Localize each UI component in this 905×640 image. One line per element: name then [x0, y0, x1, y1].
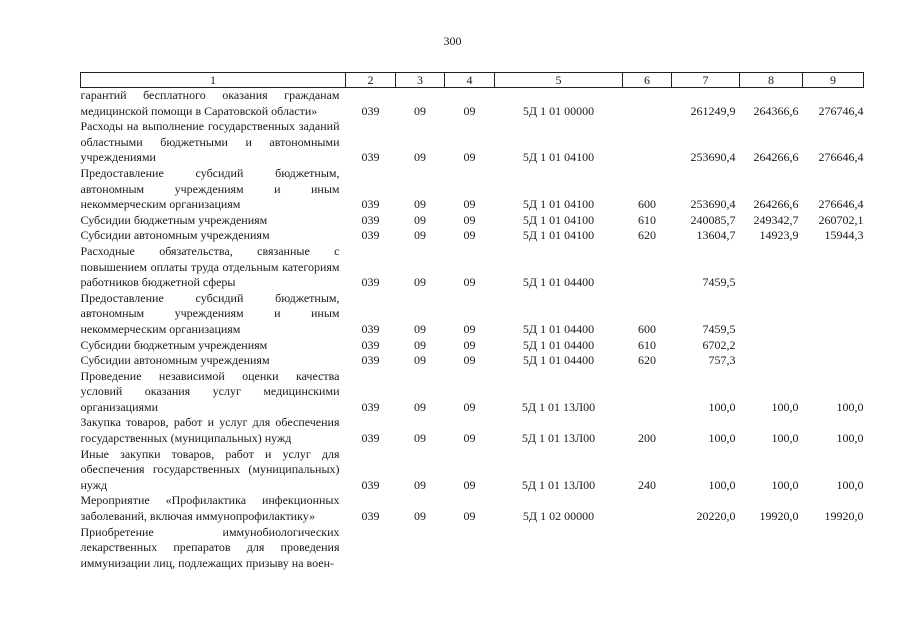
target-article-code: 5Д 1 01 04400	[522, 353, 595, 368]
section-code: 09	[414, 212, 426, 227]
table-row	[81, 353, 864, 369]
row-name: Мероприятие «Профилактика инфекционных заболеваний, включая иммунопрофилактику»	[80, 493, 340, 524]
target-article-code: 5Д 1 01 04400	[522, 321, 595, 336]
amount-year-3: 19920,0	[824, 509, 864, 524]
amount-year-3: 100,0	[836, 477, 864, 492]
subsection-code: 09	[463, 212, 476, 227]
amount-year-1: 253690,4	[690, 197, 736, 212]
table-row	[81, 493, 864, 524]
table-row	[81, 244, 864, 291]
amount-year-3	[803, 353, 864, 369]
section-code: 09	[414, 337, 426, 352]
table-row	[81, 338, 864, 354]
section-code: 09	[414, 228, 426, 243]
amount-year-1	[672, 525, 740, 572]
amount-year-1: 253690,4	[690, 150, 736, 165]
subsection-code: 09	[463, 275, 476, 290]
table-row	[81, 228, 864, 244]
amount-year-2: 100,0	[771, 477, 799, 492]
ministry-code: 039	[361, 212, 380, 227]
amount-year-3	[803, 525, 864, 572]
amount-year-3	[803, 244, 864, 291]
section-code: 09	[414, 275, 426, 290]
ministry-code: 039	[361, 150, 380, 165]
ministry-code: 039	[361, 399, 380, 414]
amount-year-1: 20220,0	[696, 509, 736, 524]
amount-year-1: 7459,5	[702, 321, 736, 336]
column-header: 2	[346, 73, 396, 88]
amount-year-1: 100,0	[708, 399, 736, 414]
row-name: Проведение независимой оценки качества условий оказания услуг медицинскими организациями	[80, 368, 340, 414]
column-header: 7	[672, 73, 740, 88]
target-article-code: 5Д 1 01 04100	[522, 150, 595, 165]
subsection-code	[445, 525, 495, 572]
table-row	[81, 291, 864, 338]
amount-year-2	[740, 525, 803, 572]
amount-year-2	[740, 338, 803, 354]
amount-year-2: 100,0	[771, 431, 799, 446]
table-row	[81, 88, 864, 120]
amount-year-2: 100,0	[771, 399, 799, 414]
ministry-code: 039	[361, 321, 380, 336]
amount-year-1: 100,0	[708, 477, 736, 492]
table-row	[81, 415, 864, 446]
amount-year-3: 276646,4	[818, 150, 864, 165]
amount-year-3: 100,0	[836, 431, 864, 446]
amount-year-2: 264366,6	[753, 103, 799, 118]
target-article-code: 5Д 1 01 00000	[522, 103, 595, 118]
expense-type-code	[623, 369, 672, 416]
amount-year-1: 757,3	[708, 353, 736, 368]
section-code: 09	[414, 321, 426, 336]
amount-year-1: 100,0	[708, 431, 736, 446]
subsection-code: 09	[463, 321, 476, 336]
amount-year-3: 276746,4	[818, 103, 864, 118]
target-article-code: 5Д 1 01 04100	[522, 228, 595, 243]
section-code: 09	[414, 103, 426, 118]
subsection-code: 09	[463, 337, 476, 352]
subsection-code: 09	[463, 353, 476, 368]
target-article-code: 5Д 1 01 04400	[522, 275, 595, 290]
subsection-code: 09	[463, 228, 476, 243]
subsection-code: 09	[463, 150, 476, 165]
target-article-code: 5Д 1 01 13Л00	[521, 477, 596, 492]
subsection-code: 09	[463, 431, 476, 446]
amount-year-1: 6702,2	[702, 337, 736, 352]
column-header: 4	[445, 73, 495, 88]
table-row	[81, 525, 864, 572]
expense-type-code: 240	[638, 477, 656, 492]
amount-year-1: 261249,9	[690, 103, 736, 118]
section-code: 09	[414, 353, 426, 368]
amount-year-2: 249342,7	[753, 212, 799, 227]
amount-year-3	[803, 291, 864, 338]
table-row	[81, 166, 864, 213]
table-row	[81, 447, 864, 494]
table-row	[81, 119, 864, 166]
table-header-row	[81, 73, 864, 88]
table-row	[81, 369, 864, 416]
ministry-code: 039	[361, 228, 380, 243]
row-name: Субсидии бюджетным учреждениям	[80, 212, 268, 227]
section-code: 09	[414, 431, 426, 446]
section-code: 09	[414, 477, 426, 492]
row-name: Иные закупки товаров, работ и услуг для обеспечения государственных (муниципальных) нужд	[80, 446, 340, 492]
row-name: Субсидии автономным учреждениям	[80, 353, 270, 368]
target-article-code: 5Д 1 01 04100	[522, 197, 595, 212]
subsection-code: 09	[463, 399, 476, 414]
amount-year-3: 100,0	[836, 399, 864, 414]
row-name: Предоставление субсидий бюджетным, автономным учреждениям и иным некоммерческим организациям	[80, 165, 340, 212]
expense-type-code	[623, 493, 672, 524]
subsection-code: 09	[463, 197, 476, 212]
budget-table	[80, 72, 864, 571]
column-header: 3	[396, 73, 445, 88]
expense-type-code: 610	[638, 212, 656, 227]
target-article-code: 5Д 1 01 13Л00	[521, 431, 596, 446]
amount-year-2	[740, 244, 803, 291]
ministry-code: 039	[361, 477, 380, 492]
row-name: Расходы на выполнение государственных заданий областными бюджетными и автономными учреждениями	[80, 119, 340, 165]
amount-year-3: 276646,4	[818, 197, 864, 212]
row-name: Расходные обязательства, связанные с повышением оплаты труда отдельным категориям работников бюджетной сферы	[80, 243, 340, 290]
target-article-code: 5Д 1 01 13Л00	[521, 399, 596, 414]
ministry-code: 039	[361, 275, 380, 290]
expense-type-code: 620	[638, 353, 656, 368]
page-number: 300	[443, 34, 462, 48]
row-name: Субсидии автономным учреждениям	[80, 228, 270, 243]
row-name: Приобретение иммунобиологических лекарственных препаратов для проведения иммунизации лиц, подлежащих призыву на воен-	[80, 524, 340, 570]
target-article-code: 5Д 1 01 04400	[522, 337, 595, 352]
ministry-code: 039	[361, 509, 380, 524]
subsection-code: 09	[463, 103, 476, 118]
expense-type-code	[623, 525, 672, 572]
ministry-code	[346, 525, 396, 572]
amount-year-3	[803, 338, 864, 354]
row-name: Закупка товаров, работ и услуг для обеспечения государственных (муниципальных) нужд	[80, 415, 340, 446]
amount-year-2: 264266,6	[753, 197, 799, 212]
section-code: 09	[414, 150, 426, 165]
section-code: 09	[414, 509, 426, 524]
column-header: 8	[740, 73, 803, 88]
section-code: 09	[414, 197, 426, 212]
amount-year-1: 7459,5	[702, 275, 736, 290]
row-name: Субсидии бюджетным учреждениям	[80, 337, 268, 352]
expense-type-code: 620	[638, 228, 656, 243]
section-code: 09	[414, 399, 426, 414]
expense-type-code: 600	[638, 197, 656, 212]
ministry-code: 039	[361, 431, 380, 446]
column-header: 9	[803, 73, 864, 88]
ministry-code: 039	[361, 337, 380, 352]
row-name: Предоставление субсидий бюджетным, автономным учреждениям и иным некоммерческим организациям	[80, 290, 340, 336]
target-article-code	[495, 525, 623, 572]
section-code	[396, 525, 445, 572]
amount-year-2: 264266,6	[753, 150, 799, 165]
column-header: 5	[495, 73, 623, 88]
ministry-code: 039	[361, 353, 380, 368]
amount-year-3: 260702,1	[818, 212, 864, 227]
subsection-code: 09	[463, 477, 476, 492]
target-article-code: 5Д 1 01 04100	[522, 212, 595, 227]
expense-type-code: 200	[638, 431, 656, 446]
expense-type-code: 610	[638, 337, 656, 352]
expense-type-code	[623, 88, 672, 120]
amount-year-2	[740, 291, 803, 338]
row-name: гарантий бесплатного оказания гражданам медицинской помощи в Саратовской области»	[80, 88, 340, 118]
amount-year-1: 240085,7	[690, 212, 736, 227]
target-article-code: 5Д 1 02 00000	[522, 509, 595, 524]
amount-year-2: 19920,0	[759, 509, 799, 524]
expense-type-code: 600	[638, 321, 656, 336]
ministry-code: 039	[361, 197, 380, 212]
column-header: 1	[81, 73, 346, 88]
expense-type-code	[623, 119, 672, 166]
expense-type-code	[623, 244, 672, 291]
subsection-code: 09	[463, 509, 476, 524]
amount-year-1: 13604,7	[696, 228, 736, 243]
column-header: 6	[623, 73, 672, 88]
amount-year-2: 14923,9	[759, 228, 799, 243]
table-row	[81, 213, 864, 229]
amount-year-3: 15944,3	[824, 228, 864, 243]
amount-year-2	[740, 353, 803, 369]
ministry-code: 039	[361, 103, 380, 118]
